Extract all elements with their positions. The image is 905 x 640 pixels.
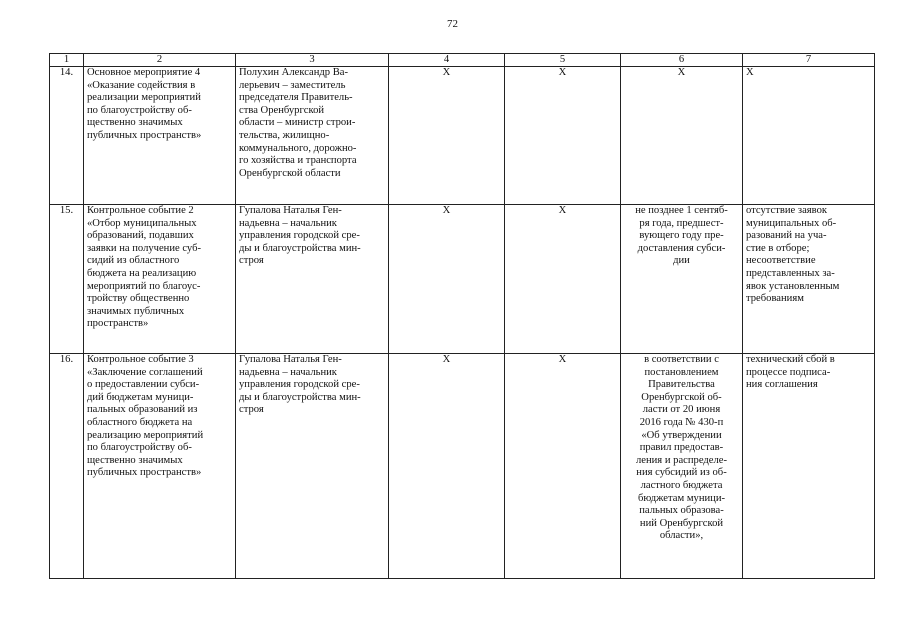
event-name: Контрольное событие 2 «Отбор муниципальных образований, подавших заявки на получение суб- сидий из областного бюджета на реализацию мероприятий по благоус- тройству общественно значимых публичных пространств» bbox=[84, 205, 236, 354]
responsible-person: Полухин Александр Ва- лерьевич – заместитель председателя Правитель- ства Оренбургской области – министр строи- тельства, жилищно- коммунального, дорожно- го хозяйства и транспорта Оренбургской области bbox=[236, 67, 389, 205]
risk-cell: Х bbox=[743, 67, 875, 205]
deadline-cell: Х bbox=[621, 67, 743, 205]
column-header: 5 bbox=[505, 54, 621, 67]
events-table bbox=[49, 53, 875, 579]
end-date-cell: Х bbox=[505, 354, 621, 579]
end-date-cell: Х bbox=[505, 205, 621, 354]
start-date-cell: Х bbox=[389, 67, 505, 205]
page-number: 72 bbox=[447, 18, 458, 30]
start-date-cell: Х bbox=[389, 354, 505, 579]
table-row bbox=[50, 67, 875, 205]
deadline-cell: не позднее 1 сентяб- ря года, предшест- вующего году пре- доставления субси- дии bbox=[621, 205, 743, 354]
table-row bbox=[50, 205, 875, 354]
column-header-row bbox=[50, 54, 875, 67]
responsible-person: Гупалова Наталья Ген- надьевна – начальник управления городской сре- ды и благоустройства мин- строя bbox=[236, 354, 389, 579]
table-row bbox=[50, 354, 875, 579]
column-header: 7 bbox=[743, 54, 875, 67]
column-header: 2 bbox=[84, 54, 236, 67]
column-header: 6 bbox=[621, 54, 743, 67]
deadline-cell: в соответствии с постановлением Правительства Оренбургской об- ласти от 20 июня 2016 года № 430-п «Об утверждении правил предостав- ления и распределе- ния субсидий из об- ластного бюджета бюджетам муници- пальных образова- ний Оренбургской области», bbox=[621, 354, 743, 579]
row-number: 16. bbox=[50, 354, 84, 579]
column-header: 4 bbox=[389, 54, 505, 67]
responsible-person: Гупалова Наталья Ген- надьевна – начальник управления городской сре- ды и благоустройства мин- строя bbox=[236, 205, 389, 354]
column-header: 1 bbox=[50, 54, 84, 67]
event-name: Основное мероприятие 4 «Оказание содействия в реализации мероприятий по благоустройству об- щественно значимых публичных пространств» bbox=[84, 67, 236, 205]
event-name: Контрольное событие 3 «Заключение соглашений о предоставлении субси- дий бюджетам муници- пальных образований из областного бюджета на реализацию мероприятий по благоустройству об- щественно значимых публичных пространств» bbox=[84, 354, 236, 579]
risk-cell: отсутствие заявок муниципальных об- разований на уча- стие в отборе; несоответствие представленных за- явок установленным требованиям bbox=[743, 205, 875, 354]
start-date-cell: Х bbox=[389, 205, 505, 354]
end-date-cell: Х bbox=[505, 67, 621, 205]
row-number: 14. bbox=[50, 67, 84, 205]
risk-cell: технический сбой в процессе подписа- ния соглашения bbox=[743, 354, 875, 579]
row-number: 15. bbox=[50, 205, 84, 354]
column-header: 3 bbox=[236, 54, 389, 67]
